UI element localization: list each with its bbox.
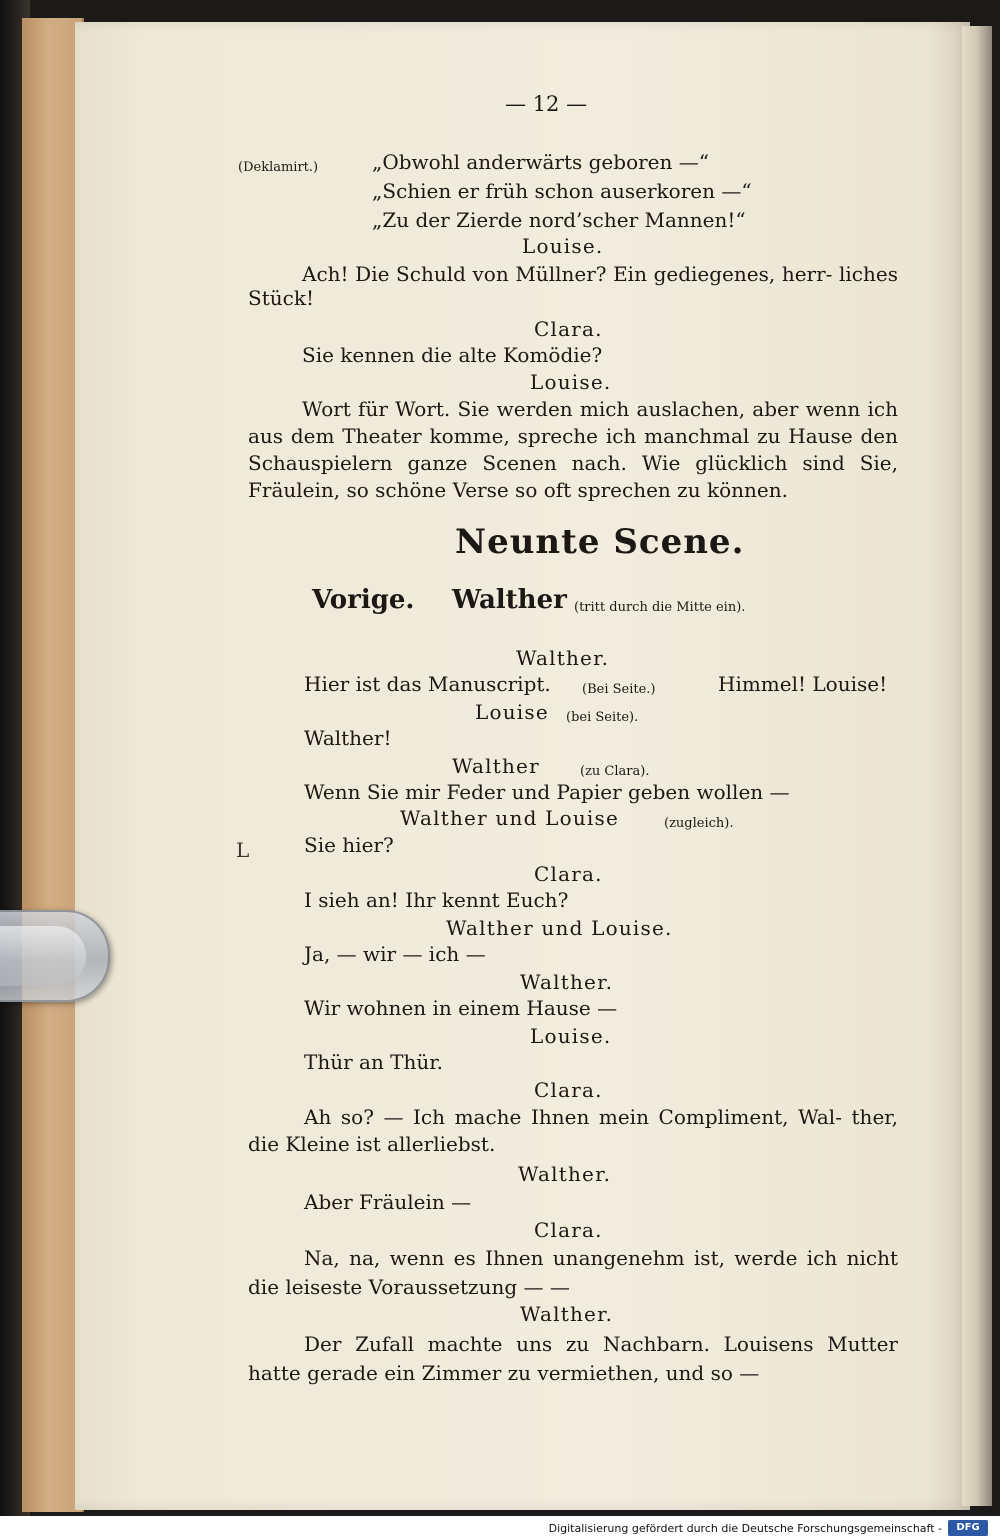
speaker-name: Walther. [518, 1162, 612, 1186]
dialogue-line: Sie kennen die alte Komödie? [302, 343, 603, 367]
dfg-logo: DFG [948, 1520, 988, 1536]
speaker-name: Walther [452, 754, 540, 778]
margin-mark: L [236, 838, 250, 862]
dialogue-line: Hier ist das Manuscript. [304, 672, 551, 696]
verse-line: „Zu der Zierde nord’scher Mannen!“ [372, 208, 746, 232]
dialogue-line: Wenn Sie mir Feder und Papier geben wollen — [304, 780, 790, 804]
dialogue-line: Sie hier? [304, 833, 394, 857]
speaker-name: Walther. [520, 1302, 614, 1326]
verse-line: „Obwohl anderwärts geboren —“ [372, 150, 709, 174]
speaker-name: Clara. [534, 317, 603, 341]
speaker-name: Clara. [534, 1218, 603, 1242]
speaker-name: Clara. [534, 1078, 603, 1102]
dialogue-paragraph: Na, na, wenn es Ihnen unangenehm ist, werde ich nicht die leiseste Voraussetzung — — [248, 1246, 898, 1299]
page-number: — 12 — [505, 92, 588, 116]
cast-list: Vorige. [312, 585, 415, 615]
speaker-name: Louise. [530, 1024, 612, 1048]
dialogue-line: Walther! [304, 726, 392, 750]
speaker-name: Walther und Louise. [446, 916, 673, 940]
speaker-name: Louise. [522, 234, 604, 258]
dialogue-paragraph: Ach! Die Schuld von Müllner? Ein gediegenes, herr- liches Stück! [248, 262, 898, 310]
dialogue-line: Ja, — wir — ich — [304, 942, 486, 966]
speaker-name: Louise [475, 700, 549, 724]
speaker-name: Clara. [534, 862, 603, 886]
speaker-name: Walther und Louise [400, 806, 620, 830]
page-clip-highlight [0, 926, 86, 986]
speaker-name: Walther. [520, 970, 614, 994]
speaker-name: Walther. [516, 646, 610, 670]
scene-title: Neunte Scene. [455, 522, 745, 562]
stage-direction: (bei Seite). [566, 710, 639, 725]
dialogue-paragraph: Ah so? — Ich mache Ihnen mein Compliment, Wal- ther, die Kleine ist allerliebst. [248, 1105, 898, 1156]
cast-character: Walther [452, 585, 567, 615]
stage-direction: (tritt durch die Mitte ein). [574, 600, 746, 615]
footer-credit: Digitalisierung gefördert durch die Deutsche Forschungsgemeinschaft - [548, 1522, 942, 1535]
dialogue-line: I sieh an! Ihr kennt Euch? [304, 888, 569, 912]
page-right-edge [962, 26, 992, 1506]
dialogue-line: Wir wohnen in einem Hause — [304, 996, 618, 1020]
page-clip [0, 910, 110, 1002]
stage-direction: (zugleich). [664, 816, 734, 831]
speaker-name: Louise. [530, 370, 612, 394]
dialogue-line: Himmel! Louise! [718, 672, 888, 696]
dialogue-paragraph: Der Zufall machte uns zu Nachbarn. Louisens Mutter hatte gerade ein Zimmer zu vermiethen, und so — [248, 1332, 898, 1385]
stage-direction: (Deklamirt.) [238, 160, 319, 175]
dialogue-paragraph: Wort für Wort. Sie werden mich auslachen, aber wenn ich aus dem Theater komme, spreche ich manchmal zu Hause den Schauspielern ganze Scenen nach. Wie glücklich sind Sie, Fräulein, so schöne Verse so oft sprechen zu können. [248, 397, 898, 502]
dialogue-line: Aber Fräulein — [304, 1190, 472, 1214]
dialogue-line: Thür an Thür. [304, 1050, 444, 1074]
stage-direction: (Bei Seite.) [582, 682, 656, 697]
verse-line: „Schien er früh schon auserkoren —“ [372, 179, 752, 203]
stage-direction: (zu Clara). [580, 764, 650, 779]
